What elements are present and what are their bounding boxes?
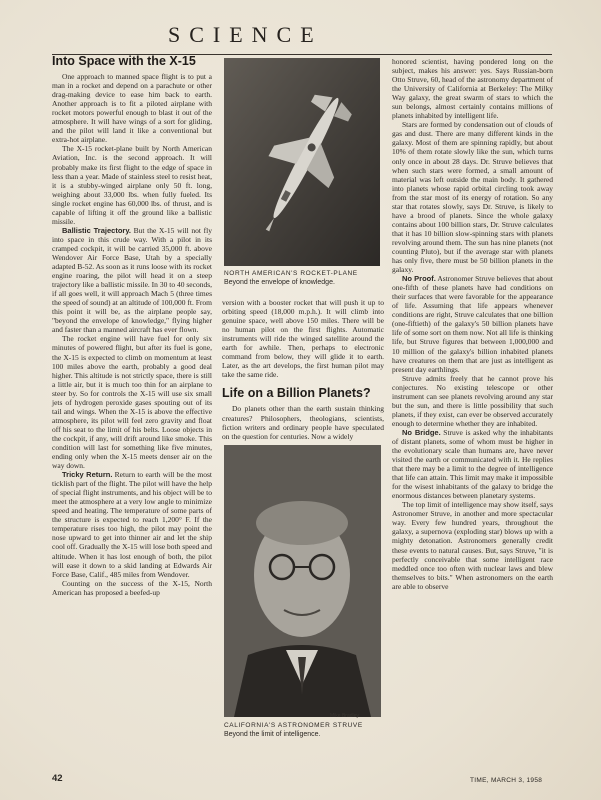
paragraph-text: Struve admits freely that he cannot prove his conjectures. No existing telescope or other instrument can see planets revolving around any star but the sun, and there is little possibility that such planets, if they exist, can ever be observed accurately enough to determine whether they are inhabited. xyxy=(392,373,553,428)
paragraph-text: But the X-15 will not fly into space in this crude way. With a pilot in its cramped cockpit, it will be carried 35,000 ft. above Wendover Air Force Base, Utah by a specially adapted B-52. As soon as it runs loose with its rocket engine roaring, the pilot will head it on a steep trajectory like a ballistic missile. In 30 to 40 seconds, if all goes well, it will approach Mach 5 (three times the speed of sound) at an altitude of 100,000 ft. From this point it will be, as the airplane people say, "beyond the envelope of knowledge," flying higher and faster than a manned aircraft has ever flown. xyxy=(52,225,212,335)
article-column-3 xyxy=(392,57,553,763)
run-in-heading: Ballistic Trajectory. xyxy=(62,225,132,235)
paragraph-text: Astronomer Struve believes that about one-fifth of these planets have had conditions on their surfaces that were favorable for the appearance of life. Assuming that life appears whenever conditions are right, Struve calculates that one billion (one-fiftieth) of the galaxy's 50 billion planets have life of some sort on them now. Not all life is thinking life, but Struve figures that between 1,000,000 and 10 million of the galaxy's billion inhabited planets have creatures on them that are just as intelligent as present day earthlings. xyxy=(392,274,553,374)
planets-headline: Life on a Billion Planets? xyxy=(222,386,371,401)
paragraph-text: Do planets other than the earth sustain thinking creatures? Philosophers, theologians, scientists, fiction writers and ordinary people have speculated on the question for centuries. Now a widely xyxy=(222,404,384,441)
section-title: SCIENCE xyxy=(168,22,323,47)
caption-subtitle: Beyond the limit of intelligence. xyxy=(224,730,321,738)
photo-credit: Mike Bradley xyxy=(330,713,359,719)
caption-title: NORTH AMERICAN'S ROCKET-PLANE xyxy=(224,270,358,277)
run-in-heading: No Bridge. xyxy=(402,427,441,437)
paragraph-text: Return to earth will be the most ticklish part of the flight. The pilot will have the help of special flight instruments, and his object will be to meet the atmosphere at a very low angle to minimize speed and heating. The temperature of some parts of the structure is expected to reach 1,200° F. If the temperature rises too high, the pilot may point the nose upward to get into thinner air and let the ship cool off. Gradually the X-15 will lose both speed and altitude. When it has lost enough of both, the pilot will ease it down to a skid landing at Edwards Air Force Base, Calif., 485 miles from Wendover. xyxy=(52,470,212,579)
astronomer-portrait-photo xyxy=(224,445,381,717)
article-column-1 xyxy=(52,54,212,757)
paragraph xyxy=(52,144,212,225)
issue-dateline: TIME, MARCH 3, 1958 xyxy=(470,777,543,784)
paragraph-text: The rocket engine will have fuel for only six minutes of powered flight, but after its fuel is gone, the X-15 is expected to climb on momentum at least 100 miles above the earth, probably a good deal higher. This altitude is not strictly space, there is still a little air, but it is much too thin for an airplane to steer by. So for controls the X-15 will use six small jets of hydrogen peroxide gases spouting out of its tail and wings. When the X-15 is above the effective atmosphere, its pilot will feel zero gravity and float off his seat to the limit of his belts. Loose objects in the cockpit, if any, will drift around like smoke. This condition will last for something like five minutes, ending only when the X-15 meets denser air on the way down. xyxy=(52,334,212,471)
paragraph xyxy=(392,274,553,374)
paragraph xyxy=(392,428,553,500)
paragraph xyxy=(392,57,553,120)
x15-headline: Into Space with the X-15 xyxy=(52,54,196,68)
caption-subtitle: Beyond the envelope of knowledge. xyxy=(224,278,335,286)
paragraph xyxy=(222,298,384,379)
paragraph xyxy=(52,72,212,144)
caption-title: CALIFORNIA'S ASTRONOMER STRUVE xyxy=(224,722,363,729)
paragraph-text: Stars are formed by condensation out of clouds of gas and dust. There are many different kinds in the galaxy. Most of them are spinning rapidly, but about 10% of them rotate slowly like the sun, which turns only once in about 28 days. Dr. Struve believes that when such stars were formed, a small amount of material was left outside the main body. It gathered into planets whose rapid orbital circling took away from the star most of its energy of rotation. So any star that rotates slowly, says Dr. Struve, is likely to have a brood of planets. Since the whole galaxy contains about 100 billion stars, Dr. Struve calculates that it has 10 billion slow-spinning stars with planets revolving around them. The sun has nine planets (not counting Pluto), but if the average star with planets has only five, there must be 50 billion planets in the galaxy. xyxy=(392,120,553,275)
paragraph xyxy=(392,500,553,590)
paragraph xyxy=(52,226,212,335)
rocket-plane-illustration xyxy=(224,58,380,266)
page-number: 42 xyxy=(52,773,63,784)
paragraph xyxy=(222,404,384,440)
paragraph-text: version with a booster rocket that will push it up to orbiting speed (18,000 m.p.h.). It will climb into genuine space, well above 150 miles. There will be no human pilot on the first flights. Automatic instruments will ride the winged satellite around the earth for awhile. Then, perhaps to electronic command from below, they will glide it to earth. Later, as the art develops, the first human pilot may take the same ride. xyxy=(222,298,384,380)
rocket-plane-photo xyxy=(224,58,380,266)
astronomer-caption xyxy=(224,722,384,739)
paragraph xyxy=(392,374,553,428)
paragraph-text: Counting on the success of the X-15, North American has proposed a beefed-up xyxy=(52,578,212,597)
paragraph xyxy=(52,334,212,470)
astronomer-portrait-illustration xyxy=(224,445,381,717)
section-header xyxy=(52,22,552,55)
paragraph-text: One approach to manned space flight is to put a man in a rocket and depend on a parachute or other drag-making device to ease him back to earth. Another approach is to fit a piloted airplane with rocket motors powerful enough to blast it out of the atmosphere. It will have wings of a sort for gliding, and the pilot will land it like a conventional but extra-hot airplane. xyxy=(52,72,212,145)
article-column-2 xyxy=(222,298,384,441)
paragraph-text: honored scientist, having pondered long on the subject, makes his answer: yes. Says Russian-born Otto Struve, 60, head of the astronomy department of the University of California at Berkeley: The Milky Way galaxy, the great swarm of stars to which the sun belongs, almost certainly contains millions of planets inhabited by intelligent life. xyxy=(392,57,553,121)
paragraph xyxy=(52,470,212,579)
run-in-heading: Tricky Return. xyxy=(62,470,113,480)
paragraph-text: Struve is asked why the inhabitants of distant planets, some of whom must be higher in the evolutionary scale than humans are, have never visited the earth or communicated with it. He replies that there may be a limit to the degree of intelligence that life can attain. This limit may make it impossible for the wisest inhabitants of the galaxy to bridge the enormous distances between planetary systems. xyxy=(392,427,554,501)
run-in-heading: No Proof. xyxy=(402,274,436,284)
paragraph xyxy=(392,120,553,274)
rocket-plane-caption xyxy=(224,270,384,287)
paragraph-text: The top limit of intelligence may show itself, says Astronomer Struve, in another and more spectacular way. Every few hundred years, throughout the galaxy, a supernova (exploding star) blows up with a mighty detonation. Astronomers generally credit these events to natural causes. But, says Struve, "it is perfectly conceivable that some intelligent race meddled once too often with nuclear laws and blew themselves to bits." When astronomers on the earth are able to observe xyxy=(392,500,553,591)
paragraph-text: The X-15 rocket-plane built by North American Aviation, Inc. is the second approach. It will probably make its first flight to the edge of space in less than a year. Made of stainless steel to resist heat, it is a stubby-winged airplane only 50 ft. long, weighing about 33,000 lbs. when fully fueled. Its single rocket engine has 60,000 lbs. of thrust, and is capable of lifting it off the ground like a ballistic missile. xyxy=(52,144,212,226)
paragraph xyxy=(52,579,212,597)
